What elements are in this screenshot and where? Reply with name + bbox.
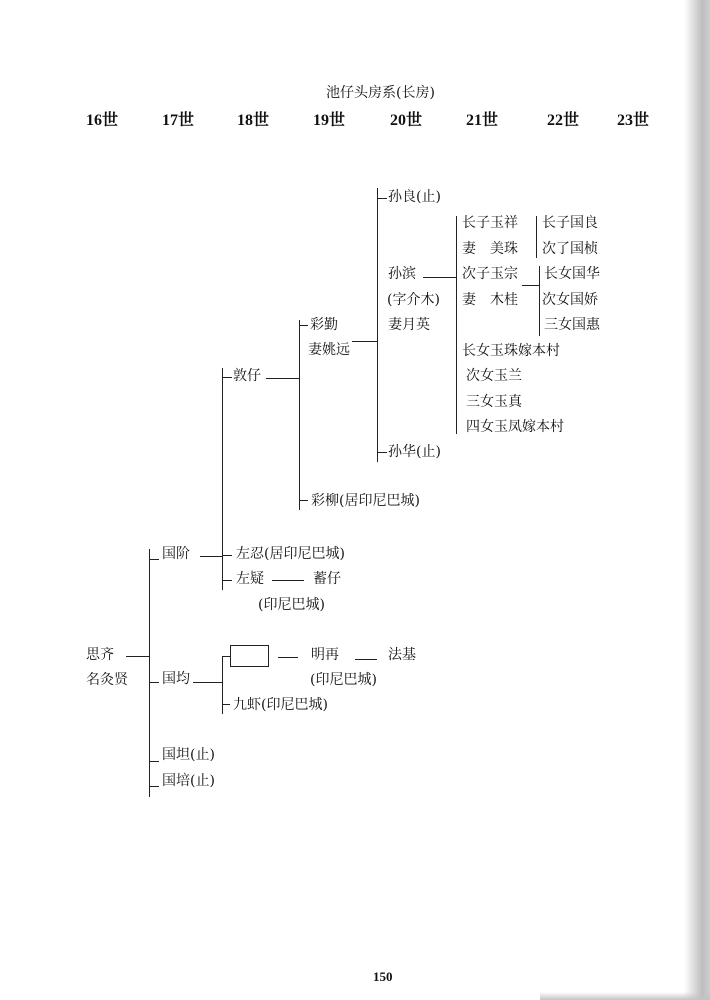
connector-line <box>200 556 222 557</box>
person-mingzai: 明再 <box>311 647 339 663</box>
person-sunliang: 孙良(止) <box>388 189 441 205</box>
connector-line <box>423 277 456 278</box>
person-guoliang: 长子国良 <box>542 215 598 231</box>
person-sunbin: 孙滨 <box>388 266 416 282</box>
scan-shadow-bottom <box>540 992 710 1000</box>
person-zuoren: 左忍(居印尼巴城) <box>236 546 345 562</box>
connector-line <box>126 656 150 657</box>
person-guohua: 长女国华 <box>544 266 600 282</box>
person-yufeng: 四女玉凤嫁本村 <box>466 419 564 435</box>
person-yuzong: 次子玉宗 <box>462 266 518 282</box>
bracket-17 <box>149 549 150 797</box>
person-sunhua: 孙华(止) <box>388 444 441 460</box>
person-qiyueying: 妻月英 <box>388 317 430 333</box>
connector-line <box>149 682 159 683</box>
connector-line <box>149 761 159 762</box>
connector-line <box>522 285 540 286</box>
person-guozhen: 次了国桢 <box>542 241 598 257</box>
page-title: 池仔头房系(长房) <box>326 85 435 101</box>
generation-22: 22世 <box>547 112 580 129</box>
generation-23: 23世 <box>617 112 650 129</box>
scan-shadow-right <box>684 0 710 1000</box>
connector-line <box>222 377 232 378</box>
connector-line <box>299 500 308 501</box>
location-note: (印尼巴城) <box>258 597 325 613</box>
person-guohui: 三女国惠 <box>544 317 600 333</box>
person-guojie: 国阶 <box>162 546 190 562</box>
connector-line <box>222 704 230 705</box>
generation-20: 20世 <box>390 112 423 129</box>
connector-line <box>272 580 304 581</box>
bracket-19 <box>299 320 300 510</box>
person-qizai: 蓄仔 <box>313 571 341 587</box>
person-guotan: 国坦(止) <box>162 747 215 763</box>
bracket-20 <box>377 188 378 462</box>
person-dunzai: 敦仔 <box>233 368 261 384</box>
connector-line <box>222 656 230 657</box>
connector-line <box>149 559 159 560</box>
generation-19: 19世 <box>313 112 346 129</box>
bracket-22b <box>539 266 540 336</box>
person-guopei: 国培(止) <box>162 773 215 789</box>
person-cailiu: 彩柳(居印尼巴城) <box>311 493 420 509</box>
person-caiqin: 彩勤 <box>310 317 338 333</box>
connector-line <box>266 378 300 379</box>
person-yulan: 次女玉兰 <box>466 368 522 384</box>
connector-line <box>278 657 298 658</box>
connector-line <box>222 580 232 581</box>
person-yuzhen: 三女玉真 <box>466 394 522 410</box>
location-note: (印尼巴城) <box>310 672 377 688</box>
person-guojiao: 次女国娇 <box>542 292 598 308</box>
bracket-21 <box>456 216 457 434</box>
person-qiyaoyuan: 妻姚远 <box>308 342 350 358</box>
generation-16: 16世 <box>86 112 119 129</box>
person-faji: 法基 <box>388 647 416 663</box>
connector-line <box>377 198 387 199</box>
bracket-18b <box>222 656 223 714</box>
connector-line <box>377 452 387 453</box>
bracket-18a <box>222 368 223 590</box>
person-guojun: 国均 <box>162 671 190 687</box>
bracket-22a <box>536 216 537 258</box>
person-zijiemu: (字介木) <box>387 292 440 308</box>
person-jiuxia: 九虾(印尼巴城) <box>233 697 328 713</box>
page-number: 150 <box>373 969 393 984</box>
connector-line <box>222 555 232 556</box>
generation-21: 21世 <box>466 112 499 129</box>
person-qi-mugui: 妻 木桂 <box>462 292 518 308</box>
connector-line <box>193 682 222 683</box>
connector-line <box>352 341 378 342</box>
blank-name-box <box>230 645 269 667</box>
person-yuzhu: 长女玉珠嫁本村 <box>462 343 560 359</box>
generation-18: 18世 <box>237 112 270 129</box>
connector-line <box>355 659 377 660</box>
person-mingfuxian: 名灸贤 <box>86 672 128 688</box>
person-qi-meizhu: 妻 美珠 <box>462 241 518 257</box>
generation-17: 17世 <box>162 112 195 129</box>
connector-line <box>149 786 159 787</box>
person-yuxiang: 长子玉祥 <box>462 215 518 231</box>
person-siqi: 思齐 <box>86 647 114 663</box>
person-zuoyi: 左疑 <box>236 571 264 587</box>
connector-line <box>299 325 308 326</box>
